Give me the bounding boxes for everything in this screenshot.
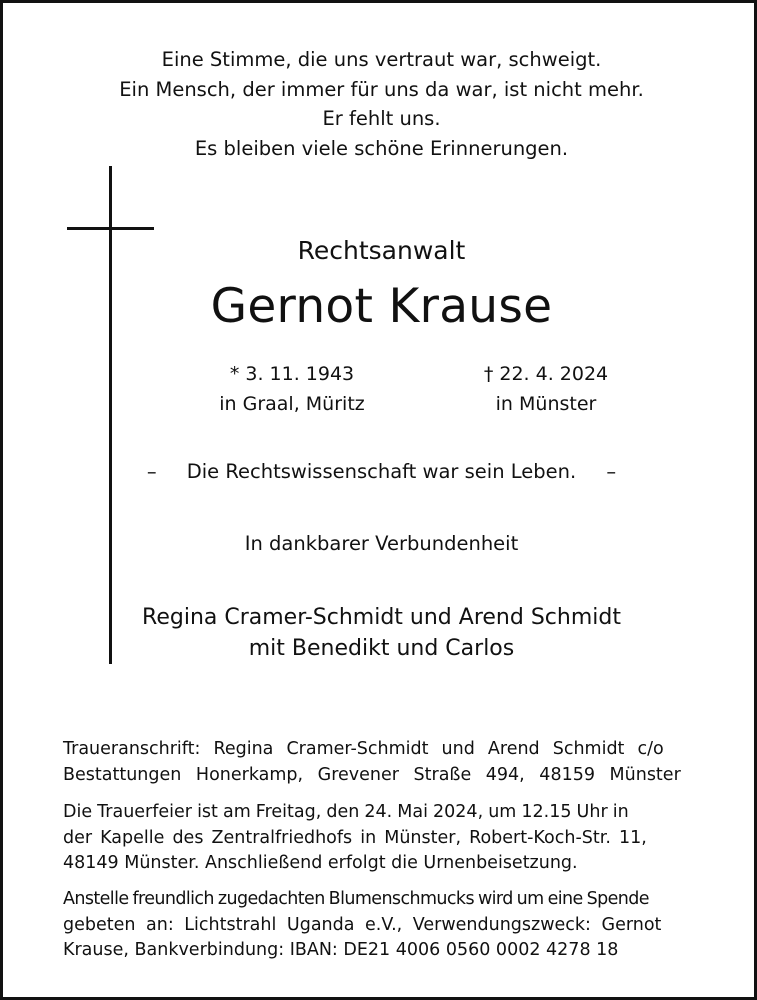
poem <box>3 45 757 163</box>
donation-info <box>63 887 698 964</box>
birth-place: in Graal, Müritz <box>219 393 365 415</box>
info-line: gebeten an: Lichtstrahl Uganda e.V., Verwendungszweck: Gernot <box>63 914 662 935</box>
death-info <box>436 359 656 419</box>
motto-dash-left: – <box>146 460 157 483</box>
info-line: Bestattungen Honerkamp, Grevener Straße 494, 48159 Münster <box>63 764 681 785</box>
poem-line: Es bleiben viele schöne Erinnerungen. <box>194 136 569 160</box>
info-line: Krause, Bankverbindung: IBAN: DE21 4006 0560 0002 4278 18 <box>63 940 619 960</box>
poem-line: Ein Mensch, der immer für uns da war, ist nicht mehr. <box>119 77 644 101</box>
cross-horizontal-bar <box>67 227 154 230</box>
death-date: † 22. 4. 2024 <box>483 363 609 385</box>
motto-text: Die Rechtswissenschaft war sein Leben. <box>186 460 577 483</box>
signers <box>3 602 757 664</box>
poem-line: Er fehlt uns. <box>322 107 441 130</box>
info-line: der Kapelle des Zentralfriedhofs in Münster, Robert-Koch-Str. 11, <box>63 827 647 848</box>
motto <box>3 460 757 483</box>
info-line: 48149 Münster. Anschließend erfolgt die Urnenbeisetzung. <box>63 853 578 873</box>
birth-date: * 3. 11. 1943 <box>229 363 355 385</box>
thanks-line: In dankbarer Verbundenheit <box>244 532 519 555</box>
deceased-name: Gernot Krause <box>210 279 553 334</box>
signer-line: Regina Cramer-Schmidt und Arend Schmidt <box>142 605 621 630</box>
poem-line: Eine Stimme, die uns vertraut war, schweigt. <box>161 48 602 71</box>
info-line: Die Trauerfeier ist am Freitag, den 24. Mai 2024, um 12.15 Uhr in <box>63 802 629 822</box>
info-line: Traueranschrift: Regina Cramer-Schmidt und Arend Schmidt c/o <box>63 739 664 759</box>
info-line: Anstelle freundlich zugedachten Blumenschmucks wird um eine Spende <box>63 889 649 909</box>
funeral-address <box>63 737 698 788</box>
signer-line: mit Benedikt und Carlos <box>248 636 515 661</box>
motto-dash-right: – <box>606 460 617 483</box>
birth-info <box>182 359 402 419</box>
ceremony-info <box>63 800 698 877</box>
deceased-title: Rechtsanwalt <box>297 236 466 265</box>
death-place: in Münster <box>495 393 597 415</box>
